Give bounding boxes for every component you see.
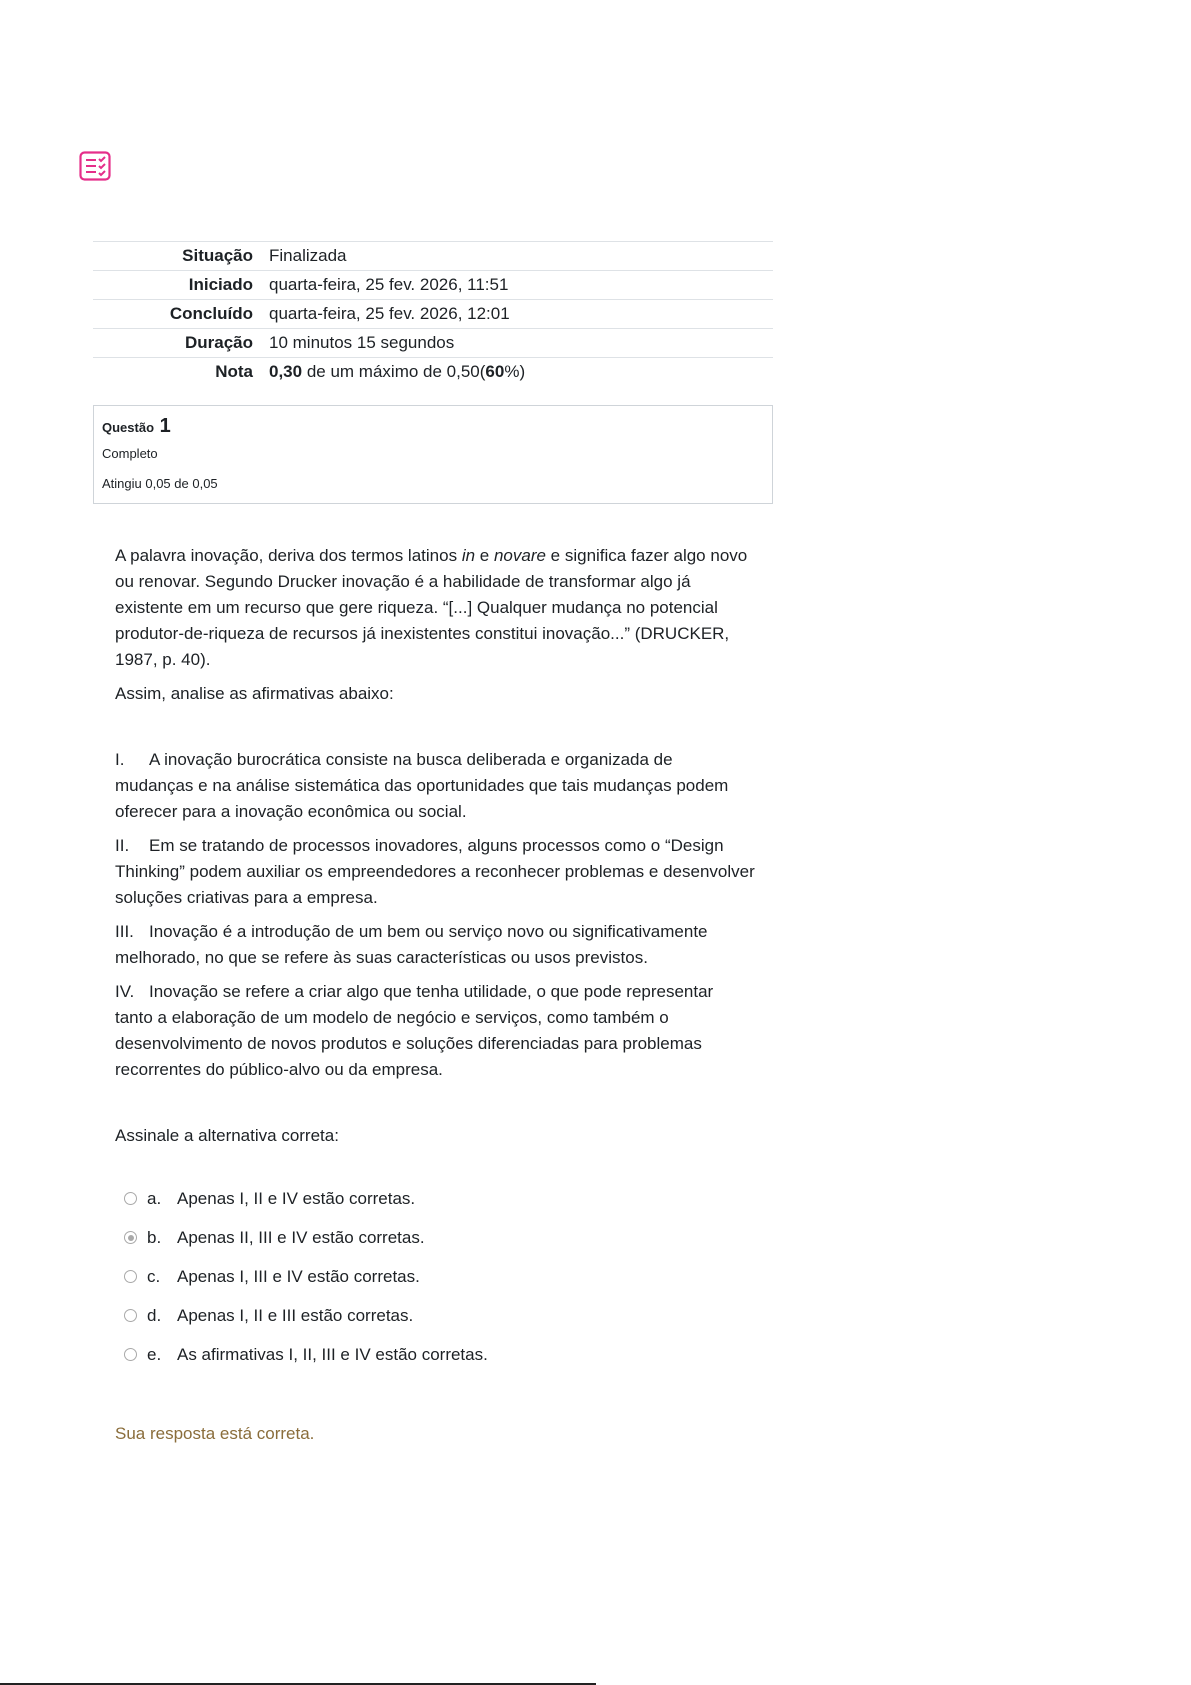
summary-value: Finalizada xyxy=(269,246,347,265)
intro-term-novare: novare xyxy=(493,546,546,565)
statement-text: Em se tratando de processos inovadores, alguns processos como o “Design Thinking” podem auxiliar os empreendedores a reconhecer problemas e desenvolver soluções criativas para a empresa. xyxy=(115,836,755,907)
intro-text: e significa fazer algo novo ou renovar. Segundo Drucker inovação é a habilidade de transformar algo já existente em um recurso que gere riqueza. “[...] Qualquer mudança no potencial produtor-de-riqueza de recursos já inexistentes constitui inovação...” (DRUCKER, 1987, p. 40). xyxy=(115,546,748,669)
statement-item xyxy=(115,919,755,971)
summary-value: 10 minutos 15 segundos xyxy=(269,333,455,352)
answer-letter: d. xyxy=(147,1305,162,1325)
question-info-box xyxy=(93,405,773,504)
intro-text: e xyxy=(475,546,494,565)
intro-text: A palavra inovação, deriva dos termos latinos xyxy=(115,546,462,565)
question-text xyxy=(115,543,755,1157)
question-grade: Atingiu 0,05 de 0,05 xyxy=(102,476,218,491)
answer-text: Apenas I, II e IV estão corretas. xyxy=(177,1188,416,1208)
question-number xyxy=(102,415,171,438)
intro-term-in: in xyxy=(461,546,476,565)
grade-text: de um máximo de 0,50( xyxy=(306,362,486,381)
statement-number: III. xyxy=(115,922,134,941)
statement-item xyxy=(115,833,755,911)
answer-text: Apenas I, III e IV estão corretas. xyxy=(177,1266,420,1286)
question-number-value: 1 xyxy=(159,415,171,437)
summary-row-duracao xyxy=(93,329,773,358)
summary-label: Duração xyxy=(184,333,253,352)
statement-text: Inovação é a introdução de um bem ou serviço novo ou significativamente melhorado, no que se refere às suas características ou usos previstos. xyxy=(115,922,708,967)
summary-value: quarta-feira, 25 fev. 2026, 11:51 xyxy=(269,275,509,294)
quiz-icon xyxy=(79,151,111,181)
question-label: Questão xyxy=(102,420,155,435)
answer-option-c[interactable] xyxy=(124,1257,488,1296)
summary-value: quarta-feira, 25 fev. 2026, 12:01 xyxy=(269,304,510,323)
statement-number: I. xyxy=(115,750,125,769)
statement-text: Inovação se refere a criar algo que tenha utilidade, o que pode representar tanto a elaboração de um modelo de negócio e serviços, como também o desenvolvimento de novos produtos e soluções diferenciadas para problemas recorrentes do público-alvo ou da empresa. xyxy=(115,982,714,1079)
feedback-text: Sua resposta está correta. xyxy=(115,1424,315,1443)
radio-button[interactable] xyxy=(124,1348,137,1361)
radio-button[interactable] xyxy=(124,1270,137,1283)
summary-label: Concluído xyxy=(169,304,253,323)
answer-option-d[interactable] xyxy=(124,1296,488,1335)
answer-option-b[interactable] xyxy=(124,1218,488,1257)
instruction: Assim, analise as afirmativas abaixo: xyxy=(115,684,394,703)
summary-grade-value xyxy=(269,358,773,387)
grade-percent: 60 xyxy=(485,362,505,381)
summary-row-concluido xyxy=(93,300,773,329)
summary-row-iniciado xyxy=(93,271,773,300)
radio-button[interactable] xyxy=(124,1309,137,1322)
answer-letter: b. xyxy=(147,1227,162,1247)
answer-letter: a. xyxy=(147,1188,162,1208)
answer-text: Apenas I, II e III estão corretas. xyxy=(177,1305,414,1325)
grade-text-end: %) xyxy=(504,362,526,381)
summary-label: Nota xyxy=(215,362,253,381)
answer-option-a[interactable] xyxy=(124,1179,488,1218)
answer-text: As afirmativas I, II, III e IV estão corretas. xyxy=(177,1344,488,1364)
intro-paragraph xyxy=(115,543,755,673)
answer-option-e[interactable] xyxy=(124,1335,488,1374)
quiz-summary-table xyxy=(93,241,773,386)
statement-item xyxy=(115,979,755,1083)
radio-button-selected[interactable] xyxy=(124,1231,137,1244)
prompt: Assinale a alternativa correta: xyxy=(115,1126,339,1145)
question-state: Completo xyxy=(102,446,158,461)
summary-row-situacao xyxy=(93,242,773,271)
answer-text: Apenas II, III e IV estão corretas. xyxy=(177,1227,425,1247)
answer-letter: c. xyxy=(147,1266,161,1286)
statement-number: II. xyxy=(115,836,130,855)
summary-label: Situação xyxy=(182,246,253,265)
answer-options xyxy=(124,1179,488,1374)
summary-label: Iniciado xyxy=(188,275,253,294)
radio-button[interactable] xyxy=(124,1192,137,1205)
summary-row-nota xyxy=(93,358,773,387)
statement-text: A inovação burocrática consiste na busca deliberada e organizada de mudanças e na análise sistemática das oportunidades que tais mudanças podem oferecer para a inovação econômica ou social. xyxy=(115,750,729,821)
statement-number: IV. xyxy=(115,982,135,1001)
statement-item xyxy=(115,747,755,825)
answer-letter: e. xyxy=(147,1344,162,1364)
grade-score: 0,30 xyxy=(269,362,303,381)
